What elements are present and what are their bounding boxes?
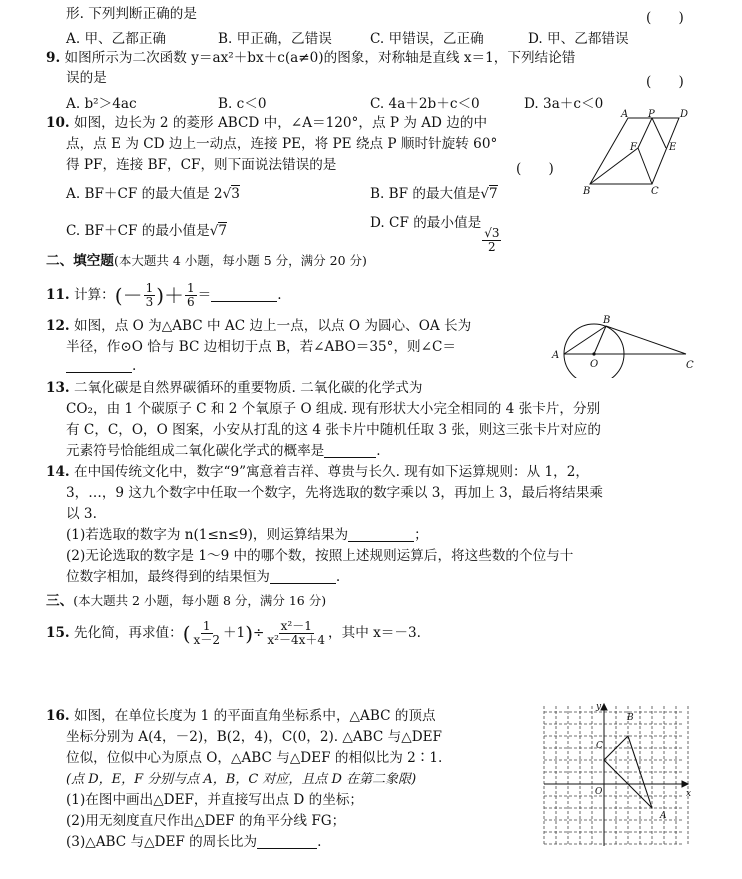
q11-answer-blank[interactable] xyxy=(211,287,277,302)
q16-number: 16. xyxy=(46,708,70,724)
q9-answer-paren: ( ) xyxy=(646,74,684,90)
q12-number: 12. xyxy=(46,318,70,334)
q16-stem-line2: 坐标分别为 A(4，－2)，B(2，4)，C(0，2). △ABC 与△DEF xyxy=(66,729,442,745)
q15-number: 15. xyxy=(46,625,70,641)
q14-stem-line1: 14. 在中国传统文化中，数字“9”寓意着吉祥、尊贵与长久. 现有如下运算规则：从 1，2， xyxy=(46,464,589,480)
label-c: C xyxy=(596,741,603,751)
q16-stem-line1: 16. 如图，在单位长度为 1 的平面直角坐标系中，△ABC 的顶点 xyxy=(46,708,436,724)
q10-stem-line2: 点，点 E 为 CD 边上一动点，连接 PE，将 PE 绕点 P 顺时针旋转 60° xyxy=(66,136,498,152)
q14-stem-line2: 3，…，9 这九个数字中任取一个数字，先将选取的数字乘以 3，再加上 3，最后将结果乘 xyxy=(66,485,603,501)
q11-number: 11. xyxy=(46,287,70,303)
q10-option-a: A. BF＋CF 的最大值是 2√3 xyxy=(66,186,240,202)
q12-stem-line2: 半径，作⊙O 恰与 BC 边相切于点 B，若∠ABO＝35°，则∠C＝ xyxy=(66,339,457,355)
label-b: B xyxy=(627,713,634,723)
q16-coordinate-grid xyxy=(538,700,698,850)
q16-sub3: (3)△ABC 与△DEF 的周长比为 . xyxy=(66,834,322,850)
q9-option-a: A. b²＞4ac xyxy=(66,96,137,112)
q8-option-c: C. 甲错误，乙正确 xyxy=(370,31,484,47)
label-a: A xyxy=(660,811,667,821)
q10-option-b: B. BF 的最大值是√7 xyxy=(370,186,498,202)
q12-answer-blank[interactable] xyxy=(66,358,132,373)
q12-circle-figure xyxy=(550,312,700,378)
q12-answer-line: . xyxy=(66,358,136,375)
q10-number: 10. xyxy=(46,115,70,131)
q10-option-c: C. BF＋CF 的最小值是√7 xyxy=(66,223,228,239)
q12-stem-line1: 12. 如图，点 O 为△ABC 中 AC 边上一点，以点 O 为圆心、OA 长为 xyxy=(46,318,472,334)
q10-rhombus-figure xyxy=(580,108,690,198)
q13-number: 13. xyxy=(46,380,70,396)
q8-option-a: A. 甲、乙都正确 xyxy=(66,31,167,47)
grid-lines xyxy=(544,706,688,844)
segment-pf xyxy=(638,118,652,148)
q14-stem-line3: 以 3. xyxy=(66,506,97,522)
label-p: P xyxy=(648,109,655,120)
label-c: C xyxy=(651,186,659,197)
section-3-heading: 三、(本大题共 2 小题，每小题 8 分，满分 16 分) xyxy=(46,593,327,609)
q9-stem-line1: 9. 如图所示为二次函数 y＝ax²＋bx＋c(a≠0)的图象，对称轴是直线 x＝1，下列结论错 xyxy=(46,50,576,66)
segment-bf xyxy=(590,148,638,184)
label-d: D xyxy=(680,109,689,120)
q13-stem-line2: CO₂，由 1 个碳原子 C 和 2 个氧原子 O 组成. 现有形状大小完全相同的 4 张卡片，分别 xyxy=(66,401,601,417)
segment-bc xyxy=(606,326,686,354)
section-2-heading: 二、填空题(本大题共 4 小题，每小题 5 分，满分 20 分) xyxy=(46,253,367,269)
q16-sub3-answer-blank[interactable] xyxy=(257,834,317,849)
q16-sub1: (1)在图中画出△DEF，并直接写出点 D 的坐标； xyxy=(66,792,364,808)
label-a: A xyxy=(552,350,560,361)
segment-cf xyxy=(638,148,652,184)
label-c: C xyxy=(686,360,694,371)
q13-stem-line3: 有 C，C，O，O 图案，小安从打乱的这 4 张卡片中随机任取 3 张，则这三张卡片对应的 xyxy=(66,422,601,438)
x-axis-arrow xyxy=(682,781,688,787)
q14-sub1-answer-blank[interactable] xyxy=(348,527,414,542)
q16-stem-line3: 位似，位似中心为原点 O，△ABC 与△DEF 的相似比为 2∶1. xyxy=(66,750,443,766)
q9-stem-line2: 误的是 xyxy=(66,70,107,86)
q14-sub2-answer-blank[interactable] xyxy=(270,569,336,584)
q10-answer-paren: ( ) xyxy=(516,161,554,177)
segment-pe xyxy=(652,118,666,148)
q9-option-c: C. 4a＋2b＋c＜0 xyxy=(370,96,480,112)
q14-sub1: (1)若选取的数字为 n(1≤n≤9)，则运算结果为 ； xyxy=(66,527,428,543)
q10-stem-line1: 10. 如图，边长为 2 的菱形 ABCD 中，∠A＝120°，点 P 为 AD 边的中 xyxy=(46,115,488,131)
q13-stem-line4: 元素符号恰能组成二氧化碳化学式的概率是 . xyxy=(66,443,381,459)
label-a: A xyxy=(621,109,629,120)
label-e: E xyxy=(669,142,677,153)
q13-stem-line1: 13. 二氧化碳是自然界碳循环的重要物质. 二氧化碳的化学式为 xyxy=(46,380,423,396)
q14-sub2-line1: (2)无论选取的数字是 1～9 中的哪个数，按照上述规则运算后，将这些数的个位与十 xyxy=(66,548,574,564)
q9-option-b: B. c＜0 xyxy=(218,96,267,112)
q13-answer-blank[interactable] xyxy=(324,443,376,458)
y-axis-arrow xyxy=(601,704,607,710)
label-f: F xyxy=(630,142,637,153)
q8-answer-paren: ( ) xyxy=(646,10,684,26)
q10-option-d: D. CF 的最小值是 $\frac{√3}{2}$ xyxy=(370,215,500,254)
q11-stem: 11. 计算：(－ $\frac{1}{3}$ )＋ $\frac{1}{6}$ ＝ . xyxy=(46,281,282,309)
x-axis-label: x xyxy=(686,789,692,799)
origin-label: O xyxy=(595,787,603,797)
label-o: O xyxy=(590,359,599,370)
q14-number: 14. xyxy=(46,464,70,480)
label-b: B xyxy=(603,315,611,326)
q8-option-b: B. 甲正确，乙错误 xyxy=(218,31,332,47)
y-axis-label: y xyxy=(596,702,602,712)
q9-option-d: D. 3a＋c＜0 xyxy=(524,96,604,112)
q10-stem-line3: 得 PF，连接 BF，CF，则下面说法错误的是 xyxy=(66,157,337,173)
q15-stem: 15. 先化简，再求值：( $\frac{1}{x-2}$ ＋1)÷ $\frac{\text{x²－1}}{\text{x²－4x＋4}}$ ，其中 x＝－3. xyxy=(46,619,421,647)
q9-number: 9. xyxy=(46,50,61,66)
q16-stem-line4: (点 D，E，F 分别与点 A，B，C 对应，且点 D 在第二象限) xyxy=(66,772,417,787)
q8-option-d: D. 甲、乙都错误 xyxy=(528,31,629,47)
q8-stem-tail: 形. 下列判断正确的是 xyxy=(66,6,197,22)
label-b: B xyxy=(583,186,591,197)
q16-sub2: (2)用无刻度直尺作出△DEF 的角平分线 FG； xyxy=(66,813,346,829)
q14-sub2-line2: 位数字相加，最终得到的结果恒为 . xyxy=(66,569,341,585)
